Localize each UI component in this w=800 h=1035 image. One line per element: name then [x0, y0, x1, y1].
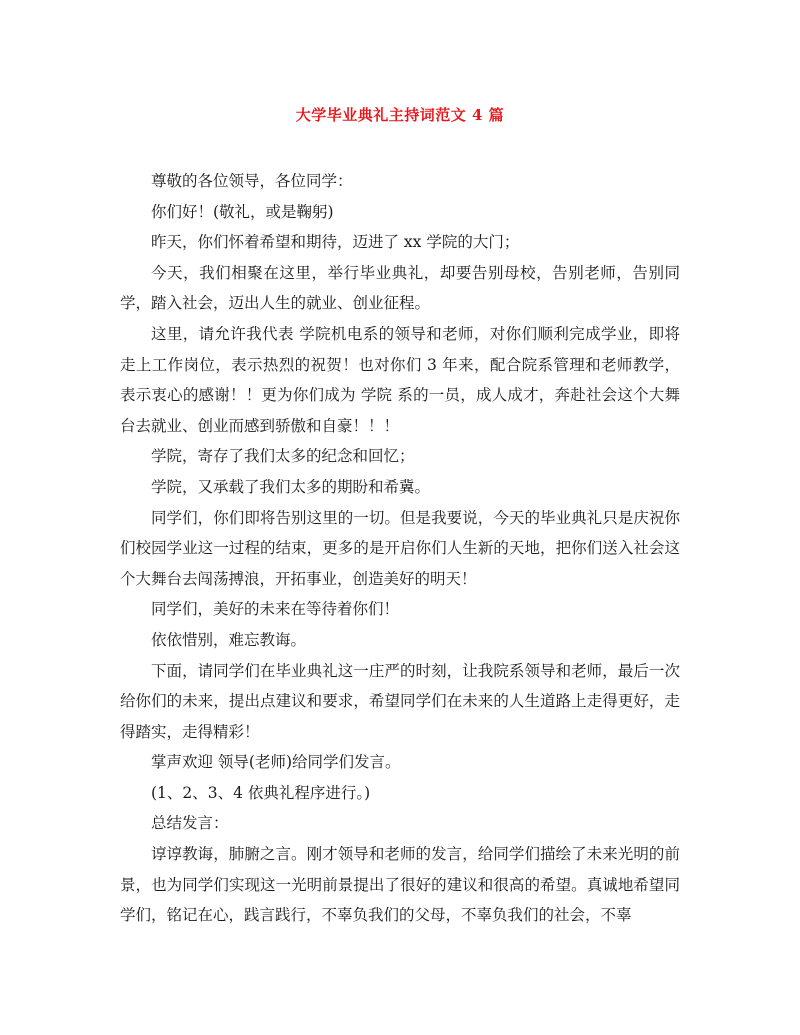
paragraph-memories: 学院，寄存了我们太多的纪念和回忆； [151, 447, 415, 466]
paragraph-summary-heading: 总结发言： [151, 814, 229, 833]
paragraph-future: 同学们，美好的未来在等待着你们！ [151, 600, 400, 619]
paragraph-expectations: 学院，又承载了我们太多的期盼和希冀。 [151, 477, 431, 496]
paragraph-today: 今天，我们相聚在这里，举行毕业典礼，却要告别母校，告别老师，告别同学，踏入社会，迈出人生的就业、创业征程。 [120, 263, 680, 313]
greeting-paragraph: 你们好！(敬礼，或是鞠躬) [151, 202, 334, 221]
document-title: 大学毕业典礼主持词范文 4 篇 [295, 106, 505, 124]
paragraph-parting: 依依惜别，难忘教诲。 [151, 630, 307, 649]
salutation-paragraph: 尊敬的各位领导，各位同学： [151, 172, 353, 190]
document-body [120, 166, 680, 931]
paragraph-applause: 掌声欢迎 领导(老师)给同学们发言。 [151, 753, 401, 772]
paragraph-summary: 谆谆教诲，肺腑之言。刚才领导和老师的发言，给同学们描绘了未来光明的前景，也为同学们实现这一光明前景提出了很好的建议和很高的希望。真诚地希望同学们，铭记在心，践言践行，不辜负我们的父母，不辜负我们的社会，不辜 [120, 845, 680, 925]
paragraph-congratulations: 这里，请允许我代表 学院机电系的领导和老师，对你们顺利完成学业，即将走上工作岗位，表示热烈的祝贺！也对你们 3 年来，配合院系管理和老师教学，表示衷心的感谢！！更为你们成为 学院 系的一员，成人成才，奔赴社会这个大舞台去就业、创业而感到骄傲和自豪！！！ [120, 324, 680, 435]
paragraph-farewell: 同学们，你们即将告别这里的一切。但是我要说，今天的毕业典礼只是庆祝你们校园学业这一过程的结束，更多的是开启你们人生新的天地，把你们送入社会这个大舞台去闯荡搏浪，开拓事业，创造美好的明天！ [120, 508, 680, 588]
paragraph-procedure: (1、2、3、4 依典礼程序进行。) [151, 783, 371, 802]
paragraph-advice: 下面，请同学们在毕业典礼这一庄严的时刻，让我院系领导和老师，最后一次给你们的未来，提出点建议和要求，希望同学们在未来的人生道路上走得更好，走得踏实，走得精彩！ [120, 661, 680, 741]
paragraph-yesterday: 昨天，你们怀着希望和期待，迈进了 xx 学院的大门； [151, 233, 520, 252]
